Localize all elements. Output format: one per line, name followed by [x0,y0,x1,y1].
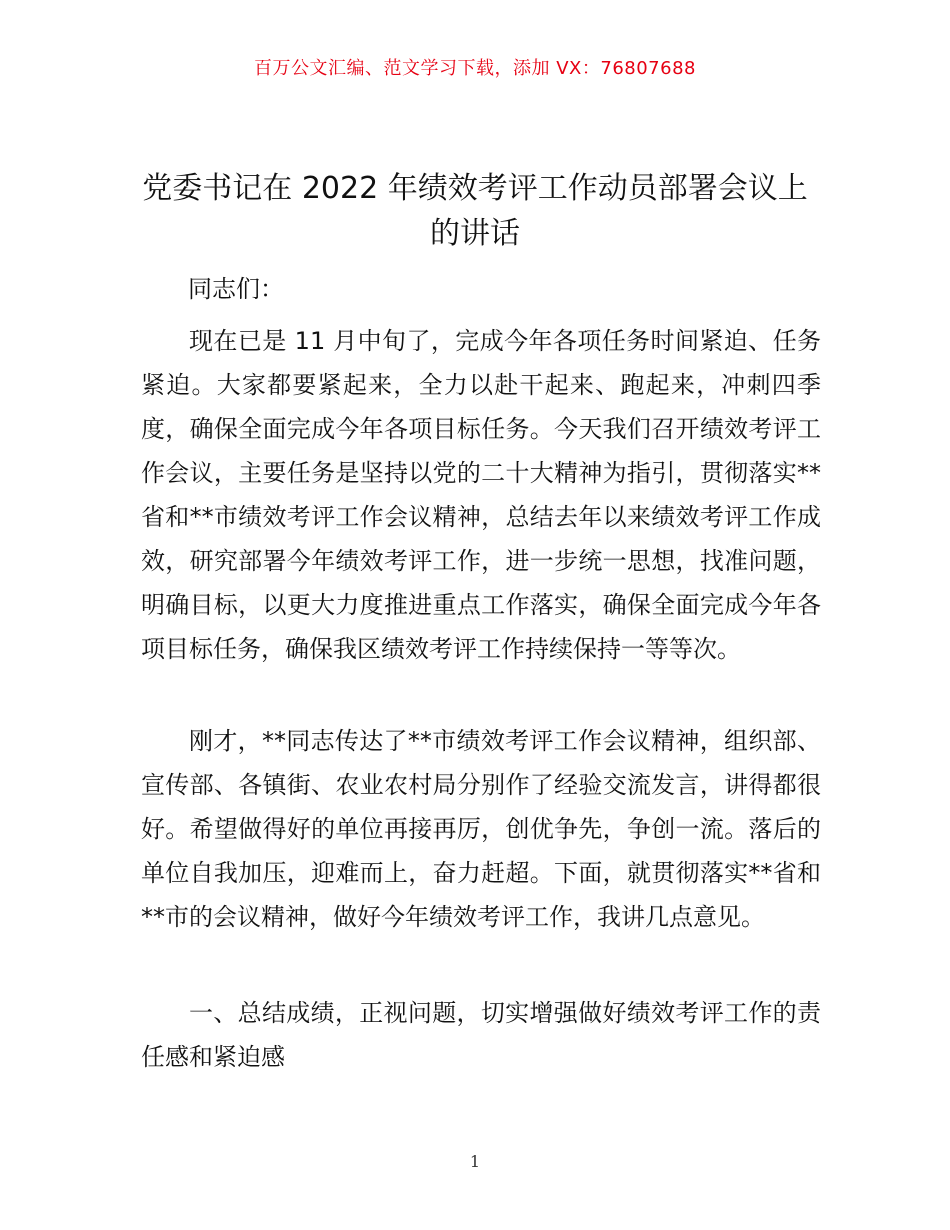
paragraph-1: 现在已是 11 月中旬了，完成今年各项任务时间紧迫、任务紧迫。大家都要紧起来，全力以赴干起来、跑起来，冲刺四季度，确保全面完成今年各项目标任务。今天我们召开绩效考评工作会议，主要任务是坚持以党的二十大精神为指引，贯彻落实**省和**市绩效考评工作会议精神，总结去年以来绩效考评工作成效，研究部署今年绩效考评工作，进一步统一思想，找准问题，明确目标，以更大力度推进重点工作落实，确保全面完成今年各项目标任务，确保我区绩效考评工作持续保持一等等次。 [141,327,821,663]
salutation: 同志们： [188,275,284,303]
page-number: 1 [469,1152,481,1171]
header-banner: 百万公文汇编、范文学习下载，添加 VX：76807688 [254,58,696,79]
document-title: 党委书记在 2022 年绩效考评工作动员部署会议上的讲话 [142,171,808,251]
paragraph-2: 刚才，**同志传达了**市绩效考评工作会议精神，组织部、宣传部、各镇街、农业农村局分别作了经验交流发言，讲得都很好。希望做得好的单位再接再厉，创优争先，争创一流。落后的单位自我加压，迎难而上，奋力赶超。下面，就贯彻落实**省和**市的会议精神，做好今年绩效考评工作，我讲几点意见。 [141,727,821,931]
section-heading-1: 一、总结成绩，正视问题，切实增强做好绩效考评工作的责任感和紧迫感 [141,999,821,1071]
